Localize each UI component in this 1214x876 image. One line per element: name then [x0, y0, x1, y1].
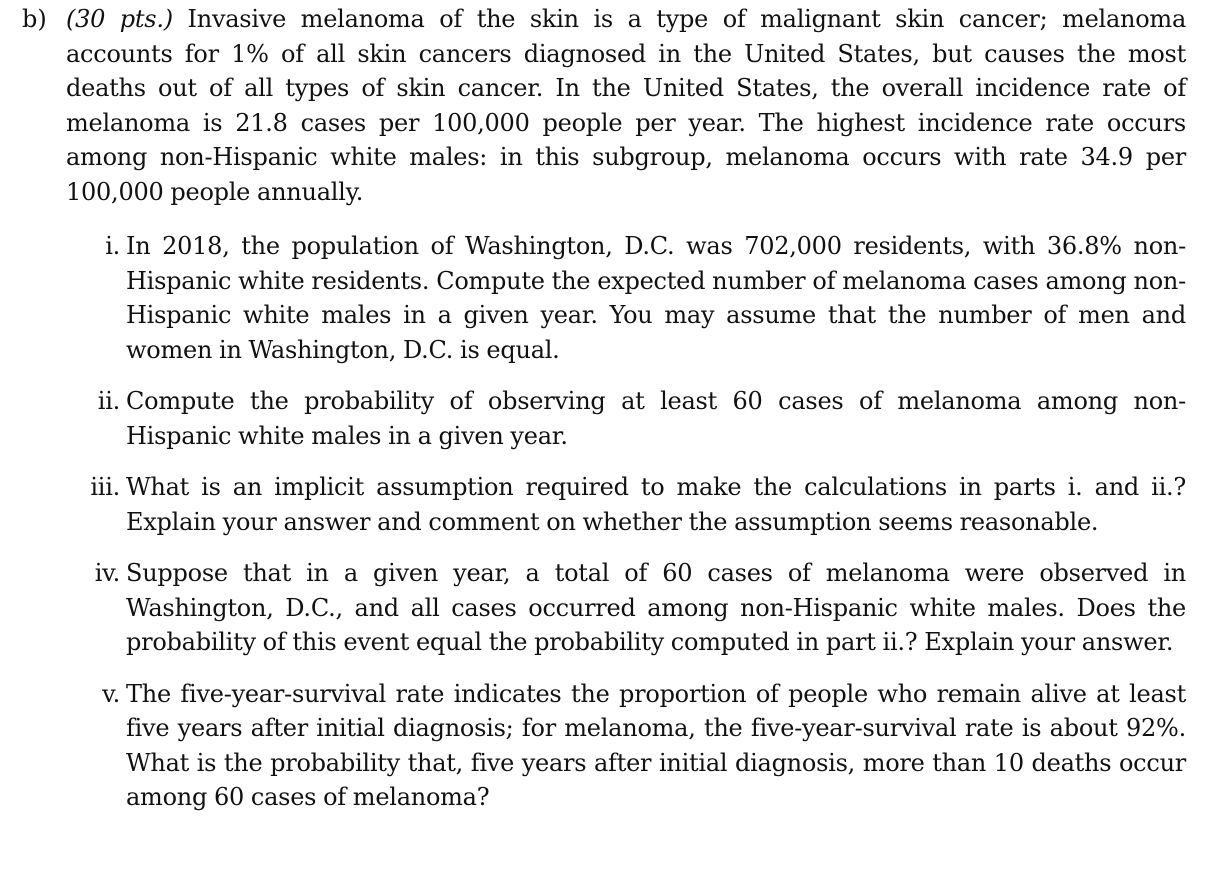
problem-intro-paragraph	[66, 2, 1186, 209]
subquestion-i	[105, 229, 1186, 367]
subquestion-label: iii.	[90, 473, 120, 501]
subquestion-label: iv.	[94, 559, 120, 587]
problem-intro-text: Invasive melanoma of the skin is a type of malignant skin cancer; melanoma accounts for 1% of all skin cancers diagnosed in the United States, but causes the most deaths out of all types of skin cancer. In the United States, the overall incidence rate of melanoma is 21.8 cases per 100,000 people per year. The highest incidence rate occurs among non-Hispanic white males: in this subgroup, melanoma occurs with rate 34.9 per 100,000 people annually.	[66, 5, 1186, 206]
subquestion-text: Suppose that in a given year, a total of 60 cases of melanoma were observed in Washington, D.C., and all cases occurred among non-Hispanic white males. Does the probability of this event equal the probability computed in part ii.? Explain your answer.	[126, 559, 1186, 656]
subquestion-v	[102, 677, 1186, 815]
subquestion-text: In 2018, the population of Washington, D.C. was 702,000 residents, with 36.8% non-Hispanic white residents. Compute the expected number of melanoma cases among non-Hispanic white males in a given year. You may assume that the number of men and women in Washington, D.C. is equal.	[126, 232, 1186, 364]
subquestion-label: ii.	[97, 387, 120, 415]
subquestion-label: i.	[105, 232, 120, 260]
subquestion-ii	[97, 384, 1186, 453]
subquestion-text: The five-year-survival rate indicates the proportion of people who remain alive at least five years after initial diagnosis; for melanoma, the five-year-survival rate is about 92%. What is the probability that, five years after initial diagnosis, more than 10 deaths occur among 60 cases of melanoma?	[126, 679, 1186, 811]
subquestion-list	[22, 229, 1186, 815]
subquestion-iv	[94, 556, 1186, 660]
subquestion-text: Compute the probability of observing at least 60 cases of melanoma among non-Hispanic white males in a given year.	[126, 387, 1186, 450]
subquestion-text: What is an implicit assumption required to make the calculations in parts i. and ii.? Explain your answer and comment on whether the assumption seems reasonable.	[126, 473, 1186, 536]
subquestion-iii	[90, 470, 1186, 539]
problem-points: (30 pts.)	[66, 5, 173, 33]
problem-b	[22, 2, 1186, 832]
problem-label: b)	[22, 5, 47, 33]
subquestion-label: v.	[102, 679, 120, 708]
